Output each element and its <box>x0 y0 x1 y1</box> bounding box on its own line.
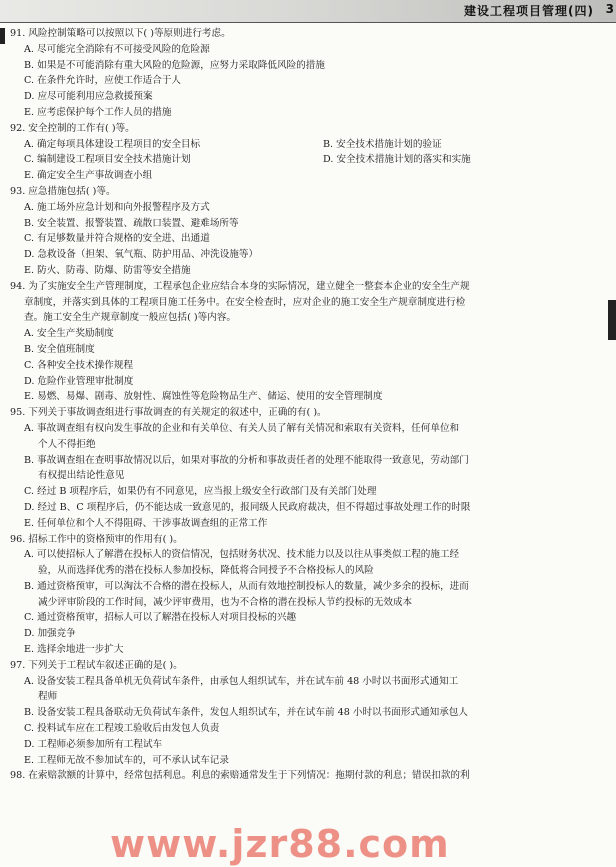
question-stem: 98. 在索赔款额的计算中，经常包括利息。利息的索赔通常发生于下列情况：拖期付款的利息；错误扣款的利 <box>10 770 470 782</box>
running-header <box>0 0 616 23</box>
question-95 <box>10 405 608 531</box>
edge-tab-marker <box>608 300 616 340</box>
option-b: B. 事故调查组在查明事故情况以后，如果对事故的分析和事故责任者的处理不能取得一致意见，劳动部门 <box>24 454 469 466</box>
option-e: E. 选择余地进一步扩大 <box>24 644 124 656</box>
option-b: B. 通过资格预审，可以淘汰不合格的潜在投标人，从而有效地控制投标人的数量，减少多余的投标，进而 <box>24 580 469 592</box>
option-e: E. 任何单位和个人不得阻碍、干涉事故调查组的正常工作 <box>24 517 268 529</box>
option-b-continued: 减少评审阶段的工作时间，减少评审费用，也为不合格的潜在投标人节约投标的无效成本 <box>38 596 413 608</box>
question-91 <box>10 26 608 121</box>
question-list <box>10 26 608 784</box>
question-stem-line: 94. 为了实施安全生产管理制度，工程承包企业应结合本身的实际情况，建立健全一整套本企业的安全生产规 <box>10 280 470 292</box>
option-c: C. 有足够数量并符合规格的安全进、出通道 <box>24 233 210 245</box>
option-e: E. 防火、防毒、防爆、防雷等安全措施 <box>24 264 191 276</box>
question-stem: 95. 下列关于事故调查组进行事故调查的有关规定的叙述中，正确的有( )。 <box>10 407 327 419</box>
option-a: A. 设备安装工程具备单机无负荷试车条件，由承包人组织试车，并在试车前 48 小时以书面形式通知工 <box>24 675 459 687</box>
option-b: B. 安全装置、报警装置、疏散口装置、避难场所等 <box>24 217 239 229</box>
header-title: 建设工程项目管理(四) <box>464 4 594 18</box>
question-98 <box>10 768 608 784</box>
option-e: E. 工程师无故不参加试车的，可不承认试车记录 <box>24 754 229 766</box>
option-a: A. 尽可能完全消除有不可接受风险的危险源 <box>24 43 210 55</box>
option-a: A. 施工场外应急计划和向外报警程序及方式 <box>24 201 210 213</box>
question-93 <box>10 184 608 279</box>
site-watermark: www.jzr88.com <box>110 822 450 866</box>
option-c: C. 在条件允许时，应使工作适合于人 <box>24 75 182 87</box>
option-b: B. 如果是不可能消除有重大风险的危险源，应努力采取降低风险的措施 <box>24 59 325 71</box>
option-d: D. 工程师必须参加所有工程试车 <box>24 738 163 750</box>
option-a: A. 安全生产奖励制度 <box>24 328 114 340</box>
option-b: B. 安全技术措施计划的验证 <box>323 138 442 150</box>
question-stem: 97. 下列关于工程试车叙述正确的是( )。 <box>10 659 183 671</box>
option-c: C. 经过 B 项程序后，如果仍有不同意见，应当报上级安全行政部门及有关部门处理 <box>24 486 377 498</box>
question-96 <box>10 532 608 658</box>
option-e: E. 确定安全生产事故调查小组 <box>24 170 153 182</box>
option-a-continued: 个人不得拒绝 <box>38 438 96 450</box>
option-a-continued: 程师 <box>38 691 58 703</box>
option-d: D. 危险作业管理审批制度 <box>24 375 134 387</box>
margin-marker <box>0 28 5 44</box>
question-stem: 93. 应急措施包括( )等。 <box>10 185 116 197</box>
option-b: B. 安全值班制度 <box>24 343 95 355</box>
option-d: D. 应尽可能利用应急救援预案 <box>24 91 153 103</box>
option-e: E. 应考虑保护每个工作人员的措施 <box>24 106 172 118</box>
option-d: D. 经过 B、C 项程序后，仍不能达成一致意见的，报同级人民政府裁决，但不得超过事故处理工作的时限 <box>24 501 471 513</box>
question-stem-line: 查。施工安全生产规章制度一般应包括( )等内容。 <box>24 312 237 324</box>
question-stem: 96. 招标工作中的资格预审的作用有( )。 <box>10 533 183 545</box>
option-d: D. 急救设备（担架、氧气瓶、防护用品、冲洗设施等） <box>24 249 259 261</box>
option-a-continued: 验，从而选择优秀的潜在投标人参加投标，降低将合同授予不合格投标人的风险 <box>38 565 374 577</box>
option-c: C. 通过资格预审，招标人可以了解潜在投标人对项目投标的兴趣 <box>24 612 297 624</box>
option-c: C. 编制建设工程项目安全技术措施计划 <box>24 154 191 166</box>
question-stem: 91. 风险控制策略可以按照以下( )等原则进行考虑。 <box>10 28 231 39</box>
option-a: A. 事故调查组有权向发生事故的企业和有关单位、有关人员了解有关情况和索取有关资料，任何单位和 <box>24 422 460 434</box>
option-d: D. 安全技术措施计划的落实和实施 <box>323 154 471 166</box>
option-d: D. 加强竞争 <box>24 628 76 640</box>
option-a: A. 可以使招标人了解潜在投标人的资信情况，包括财务状况、技术能力以及以往从事类似工程的施工经 <box>24 549 460 561</box>
option-c: C. 各种安全技术操作规程 <box>24 359 134 371</box>
page-number: 3 <box>605 2 614 16</box>
question-97 <box>10 658 608 769</box>
option-e: E. 易燃、易爆、剧毒、放射性、腐蚀性等危险物品生产、储运、使用的安全管理制度 <box>24 391 383 403</box>
option-a: A. 确定每项具体建设工程项目的安全目标 <box>24 138 201 150</box>
question-94 <box>10 279 608 405</box>
question-stem: 92. 安全控制的工作有( )等。 <box>10 122 135 134</box>
option-b-continued: 有权提出结论性意见 <box>38 470 125 482</box>
option-c: C. 投料试车应在工程竣工验收后由发包人负责 <box>24 723 220 735</box>
question-92 <box>10 121 608 184</box>
question-stem-line: 章制度，并落实到具体的工程项目施工任务中。在安全检查时，应对企业的施工安全生产规章制度进行检 <box>24 296 466 308</box>
option-b: B. 设备安装工程具备联动无负荷试车条件，发包人组织试车，并在试车前 48 小时以书面形式通知承包人 <box>24 707 468 719</box>
